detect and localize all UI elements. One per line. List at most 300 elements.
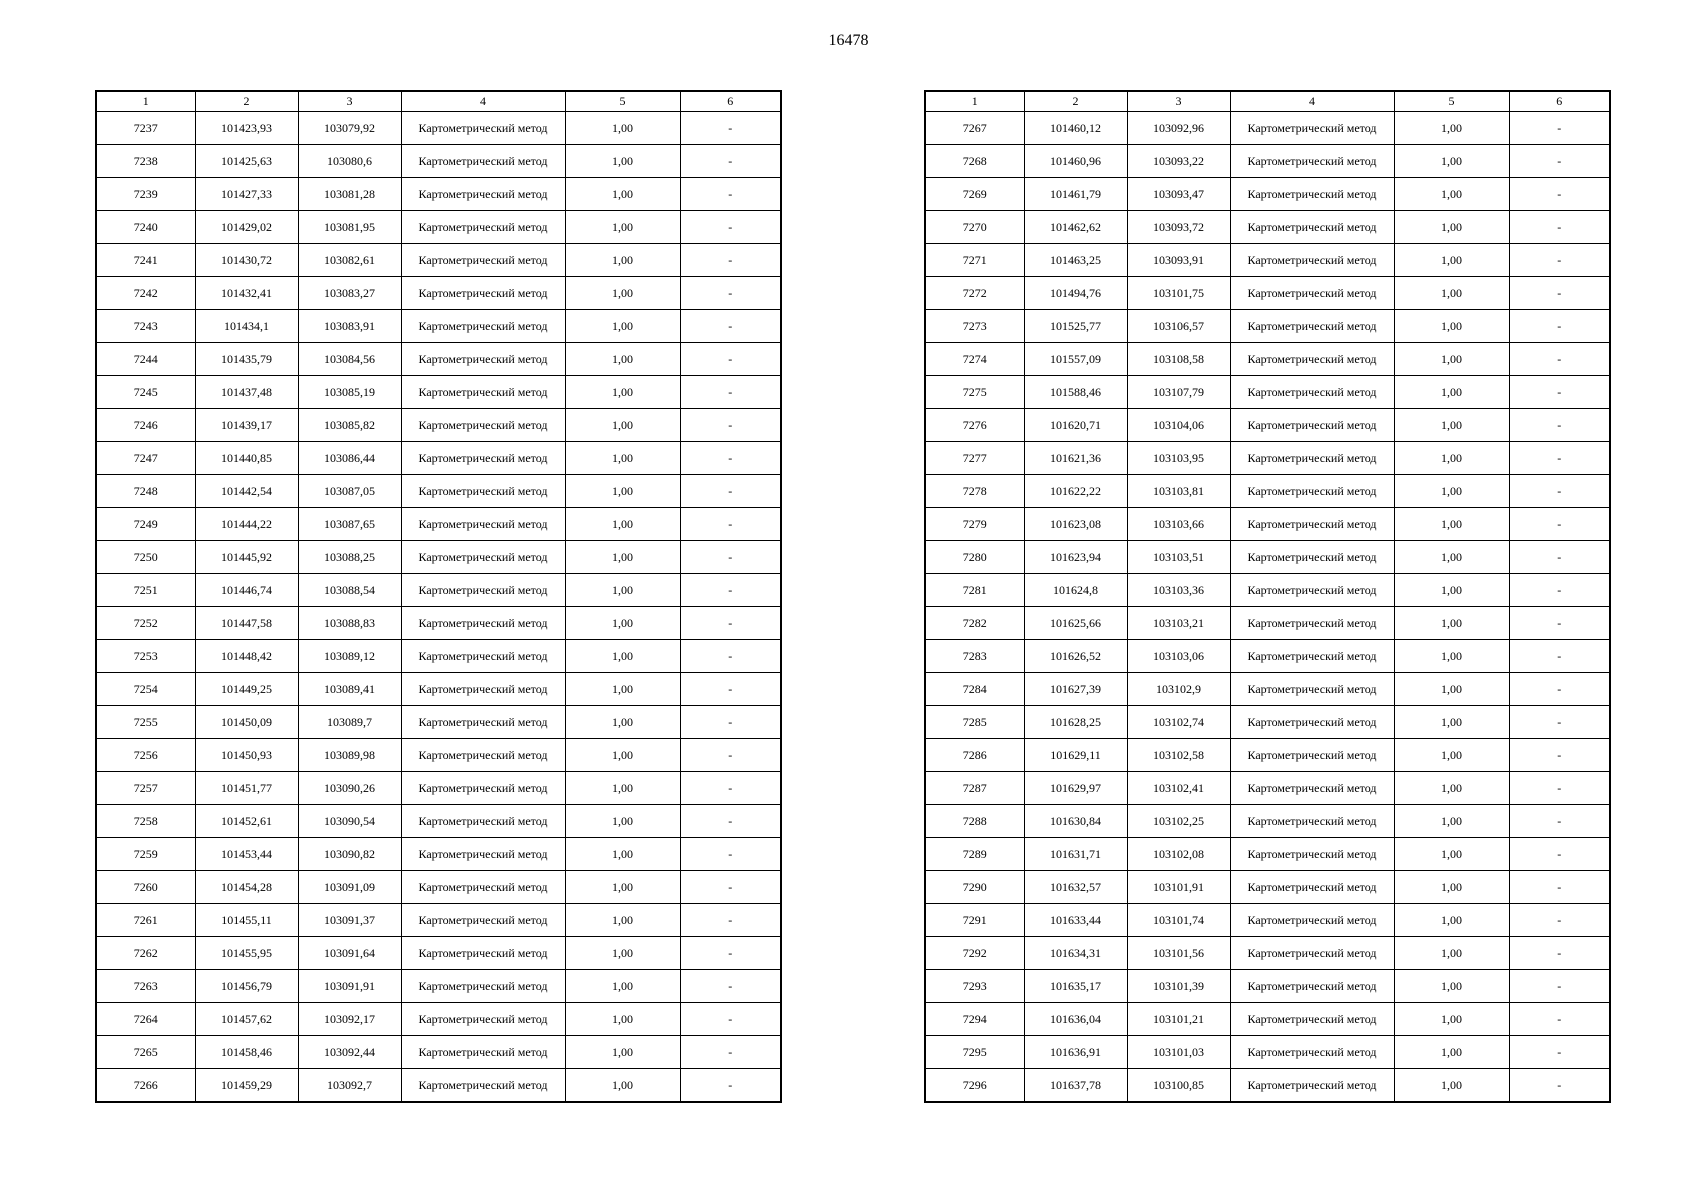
point-number-cell: 7272	[925, 277, 1024, 310]
table-row	[925, 838, 1610, 871]
y-coordinate-cell: 103079,92	[298, 112, 401, 145]
x-coordinate-cell: 101627,39	[1024, 673, 1127, 706]
y-coordinate-cell: 103093,91	[1127, 244, 1230, 277]
description-cell: -	[1509, 739, 1610, 772]
method-cell: Картометрический метод	[401, 178, 565, 211]
y-coordinate-cell: 103093,22	[1127, 145, 1230, 178]
description-cell: -	[680, 310, 781, 343]
method-cell: Картометрический метод	[401, 838, 565, 871]
accuracy-cell: 1,00	[1394, 343, 1509, 376]
point-number-cell: 7295	[925, 1036, 1024, 1069]
y-coordinate-cell: 103085,19	[298, 376, 401, 409]
method-cell: Картометрический метод	[1230, 1003, 1394, 1036]
point-number-cell: 7290	[925, 871, 1024, 904]
method-cell: Картометрический метод	[1230, 409, 1394, 442]
table-row	[96, 244, 781, 277]
table-row	[96, 145, 781, 178]
accuracy-cell: 1,00	[1394, 1036, 1509, 1069]
table-row	[96, 838, 781, 871]
y-coordinate-cell: 103102,58	[1127, 739, 1230, 772]
page-number: 16478	[828, 32, 869, 49]
point-number-cell: 7241	[96, 244, 195, 277]
y-coordinate-cell: 103106,57	[1127, 310, 1230, 343]
accuracy-cell: 1,00	[565, 244, 680, 277]
accuracy-cell: 1,00	[1394, 541, 1509, 574]
accuracy-cell: 1,00	[1394, 706, 1509, 739]
y-coordinate-cell: 103102,9	[1127, 673, 1230, 706]
x-coordinate-cell: 101461,79	[1024, 178, 1127, 211]
description-cell: -	[680, 211, 781, 244]
method-cell: Картометрический метод	[1230, 640, 1394, 673]
x-coordinate-cell: 101622,22	[1024, 475, 1127, 508]
table-row	[925, 739, 1610, 772]
y-coordinate-cell: 103088,54	[298, 574, 401, 607]
x-coordinate-cell: 101636,04	[1024, 1003, 1127, 1036]
accuracy-cell: 1,00	[1394, 508, 1509, 541]
point-number-cell: 7277	[925, 442, 1024, 475]
method-cell: Картометрический метод	[401, 706, 565, 739]
point-number-cell: 7261	[96, 904, 195, 937]
accuracy-cell: 1,00	[1394, 475, 1509, 508]
description-cell: -	[1509, 1036, 1610, 1069]
point-number-cell: 7293	[925, 970, 1024, 1003]
point-number-cell: 7287	[925, 772, 1024, 805]
x-coordinate-cell: 101628,25	[1024, 706, 1127, 739]
method-cell: Картометрический метод	[401, 805, 565, 838]
x-coordinate-cell: 101557,09	[1024, 343, 1127, 376]
method-cell: Картометрический метод	[401, 112, 565, 145]
point-number-cell: 7274	[925, 343, 1024, 376]
point-number-cell: 7264	[96, 1003, 195, 1036]
method-cell: Картометрический метод	[401, 376, 565, 409]
table-row	[96, 211, 781, 244]
point-number-cell: 7285	[925, 706, 1024, 739]
accuracy-cell: 1,00	[1394, 673, 1509, 706]
accuracy-cell: 1,00	[1394, 838, 1509, 871]
accuracy-cell: 1,00	[1394, 772, 1509, 805]
method-cell: Картометрический метод	[1230, 442, 1394, 475]
y-coordinate-cell: 103103,66	[1127, 508, 1230, 541]
y-coordinate-cell: 103089,98	[298, 739, 401, 772]
column-header: 6	[680, 91, 781, 112]
method-cell: Картометрический метод	[1230, 277, 1394, 310]
x-coordinate-cell: 101457,62	[195, 1003, 298, 1036]
x-coordinate-cell: 101439,17	[195, 409, 298, 442]
x-coordinate-cell: 101629,97	[1024, 772, 1127, 805]
description-cell: -	[680, 739, 781, 772]
accuracy-cell: 1,00	[565, 541, 680, 574]
table-row	[96, 475, 781, 508]
point-number-cell: 7291	[925, 904, 1024, 937]
accuracy-cell: 1,00	[1394, 376, 1509, 409]
point-number-cell: 7251	[96, 574, 195, 607]
description-cell: -	[680, 871, 781, 904]
y-coordinate-cell: 103080,6	[298, 145, 401, 178]
point-number-cell: 7249	[96, 508, 195, 541]
method-cell: Картометрический метод	[1230, 541, 1394, 574]
description-cell: -	[680, 508, 781, 541]
description-cell: -	[1509, 376, 1610, 409]
point-number-cell: 7281	[925, 574, 1024, 607]
table-row	[925, 673, 1610, 706]
accuracy-cell: 1,00	[565, 673, 680, 706]
point-number-cell: 7260	[96, 871, 195, 904]
x-coordinate-cell: 101620,71	[1024, 409, 1127, 442]
accuracy-cell: 1,00	[1394, 112, 1509, 145]
point-number-cell: 7247	[96, 442, 195, 475]
accuracy-cell: 1,00	[1394, 442, 1509, 475]
table-row	[96, 508, 781, 541]
accuracy-cell: 1,00	[565, 607, 680, 640]
y-coordinate-cell: 103104,06	[1127, 409, 1230, 442]
description-cell: -	[1509, 805, 1610, 838]
y-coordinate-cell: 103087,65	[298, 508, 401, 541]
method-cell: Картометрический метод	[401, 541, 565, 574]
description-cell: -	[1509, 706, 1610, 739]
accuracy-cell: 1,00	[1394, 739, 1509, 772]
point-number-cell: 7288	[925, 805, 1024, 838]
table-row	[925, 805, 1610, 838]
x-coordinate-cell: 101463,25	[1024, 244, 1127, 277]
method-cell: Картометрический метод	[1230, 739, 1394, 772]
table-row	[925, 607, 1610, 640]
method-cell: Картометрический метод	[1230, 772, 1394, 805]
point-number-cell: 7238	[96, 145, 195, 178]
table-row	[96, 1069, 781, 1103]
method-cell: Картометрический метод	[1230, 673, 1394, 706]
x-coordinate-cell: 101455,95	[195, 937, 298, 970]
accuracy-cell: 1,00	[1394, 244, 1509, 277]
column-header: 4	[1230, 91, 1394, 112]
table-row	[925, 409, 1610, 442]
y-coordinate-cell: 103102,74	[1127, 706, 1230, 739]
y-coordinate-cell: 103101,56	[1127, 937, 1230, 970]
method-cell: Картометрический метод	[1230, 343, 1394, 376]
y-coordinate-cell: 103088,25	[298, 541, 401, 574]
x-coordinate-cell: 101455,11	[195, 904, 298, 937]
accuracy-cell: 1,00	[1394, 1069, 1509, 1103]
y-coordinate-cell: 103101,74	[1127, 904, 1230, 937]
x-coordinate-cell: 101588,46	[1024, 376, 1127, 409]
y-coordinate-cell: 103103,51	[1127, 541, 1230, 574]
y-coordinate-cell: 103101,21	[1127, 1003, 1230, 1036]
x-coordinate-cell: 101448,42	[195, 640, 298, 673]
table-row	[96, 904, 781, 937]
x-coordinate-cell: 101423,93	[195, 112, 298, 145]
point-number-cell: 7265	[96, 1036, 195, 1069]
point-number-cell: 7292	[925, 937, 1024, 970]
y-coordinate-cell: 103091,91	[298, 970, 401, 1003]
accuracy-cell: 1,00	[565, 310, 680, 343]
y-coordinate-cell: 103090,82	[298, 838, 401, 871]
column-header: 1	[925, 91, 1024, 112]
accuracy-cell: 1,00	[1394, 409, 1509, 442]
point-number-cell: 7253	[96, 640, 195, 673]
accuracy-cell: 1,00	[1394, 145, 1509, 178]
description-cell: -	[680, 706, 781, 739]
accuracy-cell: 1,00	[565, 343, 680, 376]
accuracy-cell: 1,00	[565, 442, 680, 475]
description-cell: -	[680, 673, 781, 706]
description-cell: -	[680, 112, 781, 145]
table-row	[925, 376, 1610, 409]
x-coordinate-cell: 101451,77	[195, 772, 298, 805]
accuracy-cell: 1,00	[565, 937, 680, 970]
point-number-cell: 7240	[96, 211, 195, 244]
accuracy-cell: 1,00	[565, 706, 680, 739]
point-number-cell: 7248	[96, 475, 195, 508]
y-coordinate-cell: 103103,81	[1127, 475, 1230, 508]
description-cell: -	[1509, 112, 1610, 145]
table-header-row	[96, 91, 781, 112]
method-cell: Картометрический метод	[401, 673, 565, 706]
point-number-cell: 7255	[96, 706, 195, 739]
x-coordinate-cell: 101460,96	[1024, 145, 1127, 178]
y-coordinate-cell: 103089,7	[298, 706, 401, 739]
description-cell: -	[1509, 178, 1610, 211]
x-coordinate-cell: 101427,33	[195, 178, 298, 211]
point-number-cell: 7246	[96, 409, 195, 442]
table-row	[96, 112, 781, 145]
table-row	[925, 178, 1610, 211]
y-coordinate-cell: 103103,95	[1127, 442, 1230, 475]
description-cell: -	[680, 838, 781, 871]
x-coordinate-cell: 101637,78	[1024, 1069, 1127, 1103]
description-cell: -	[1509, 310, 1610, 343]
x-coordinate-cell: 101636,91	[1024, 1036, 1127, 1069]
x-coordinate-cell: 101629,11	[1024, 739, 1127, 772]
description-cell: -	[1509, 277, 1610, 310]
method-cell: Картометрический метод	[401, 508, 565, 541]
x-coordinate-cell: 101456,79	[195, 970, 298, 1003]
description-cell: -	[1509, 145, 1610, 178]
table-row	[96, 871, 781, 904]
point-number-cell: 7254	[96, 673, 195, 706]
accuracy-cell: 1,00	[1394, 178, 1509, 211]
description-cell: -	[1509, 772, 1610, 805]
point-number-cell: 7257	[96, 772, 195, 805]
method-cell: Картометрический метод	[401, 310, 565, 343]
point-number-cell: 7289	[925, 838, 1024, 871]
accuracy-cell: 1,00	[565, 112, 680, 145]
point-number-cell: 7262	[96, 937, 195, 970]
x-coordinate-cell: 101446,74	[195, 574, 298, 607]
x-coordinate-cell: 101447,58	[195, 607, 298, 640]
description-cell: -	[680, 277, 781, 310]
description-cell: -	[1509, 904, 1610, 937]
method-cell: Картометрический метод	[1230, 805, 1394, 838]
description-cell: -	[680, 937, 781, 970]
point-number-cell: 7275	[925, 376, 1024, 409]
table-row	[96, 1003, 781, 1036]
point-number-cell: 7259	[96, 838, 195, 871]
accuracy-cell: 1,00	[565, 1036, 680, 1069]
table-row	[925, 970, 1610, 1003]
x-coordinate-cell: 101459,29	[195, 1069, 298, 1103]
method-cell: Картометрический метод	[401, 607, 565, 640]
y-coordinate-cell: 103081,28	[298, 178, 401, 211]
accuracy-cell: 1,00	[565, 871, 680, 904]
description-cell: -	[680, 343, 781, 376]
column-header: 2	[195, 91, 298, 112]
table-header-row	[925, 91, 1610, 112]
column-header: 5	[1394, 91, 1509, 112]
x-coordinate-cell: 101624,8	[1024, 574, 1127, 607]
description-cell: -	[1509, 508, 1610, 541]
table-row	[96, 970, 781, 1003]
x-coordinate-cell: 101634,31	[1024, 937, 1127, 970]
accuracy-cell: 1,00	[1394, 277, 1509, 310]
x-coordinate-cell: 101450,93	[195, 739, 298, 772]
point-number-cell: 7243	[96, 310, 195, 343]
table-row	[925, 310, 1610, 343]
x-coordinate-cell: 101437,48	[195, 376, 298, 409]
y-coordinate-cell: 103101,03	[1127, 1036, 1230, 1069]
method-cell: Картометрический метод	[1230, 211, 1394, 244]
y-coordinate-cell: 103091,09	[298, 871, 401, 904]
description-cell: -	[1509, 970, 1610, 1003]
description-cell: -	[680, 1003, 781, 1036]
x-coordinate-cell: 101432,41	[195, 277, 298, 310]
x-coordinate-cell: 101454,28	[195, 871, 298, 904]
y-coordinate-cell: 103092,7	[298, 1069, 401, 1103]
point-number-cell: 7276	[925, 409, 1024, 442]
y-coordinate-cell: 103103,06	[1127, 640, 1230, 673]
table-row	[96, 673, 781, 706]
point-number-cell: 7279	[925, 508, 1024, 541]
point-number-cell: 7237	[96, 112, 195, 145]
x-coordinate-cell: 101425,63	[195, 145, 298, 178]
x-coordinate-cell: 101442,54	[195, 475, 298, 508]
method-cell: Картометрический метод	[1230, 970, 1394, 1003]
method-cell: Картометрический метод	[1230, 1036, 1394, 1069]
accuracy-cell: 1,00	[565, 1069, 680, 1103]
x-coordinate-cell: 101440,85	[195, 442, 298, 475]
description-cell: -	[1509, 409, 1610, 442]
x-coordinate-cell: 101494,76	[1024, 277, 1127, 310]
description-cell: -	[680, 574, 781, 607]
table-row	[925, 211, 1610, 244]
method-cell: Картометрический метод	[1230, 838, 1394, 871]
method-cell: Картометрический метод	[1230, 904, 1394, 937]
point-number-cell: 7256	[96, 739, 195, 772]
y-coordinate-cell: 103101,39	[1127, 970, 1230, 1003]
method-cell: Картометрический метод	[401, 937, 565, 970]
method-cell: Картометрический метод	[1230, 376, 1394, 409]
y-coordinate-cell: 103091,37	[298, 904, 401, 937]
method-cell: Картометрический метод	[1230, 937, 1394, 970]
description-cell: -	[680, 970, 781, 1003]
point-number-cell: 7282	[925, 607, 1024, 640]
column-header: 6	[1509, 91, 1610, 112]
description-cell: -	[1509, 1003, 1610, 1036]
point-number-cell: 7252	[96, 607, 195, 640]
method-cell: Картометрический метод	[401, 475, 565, 508]
accuracy-cell: 1,00	[565, 574, 680, 607]
method-cell: Картометрический метод	[1230, 475, 1394, 508]
accuracy-cell: 1,00	[1394, 574, 1509, 607]
y-coordinate-cell: 103084,56	[298, 343, 401, 376]
x-coordinate-cell: 101450,09	[195, 706, 298, 739]
method-cell: Картометрический метод	[1230, 574, 1394, 607]
method-cell: Картометрический метод	[401, 1069, 565, 1103]
description-cell: -	[680, 772, 781, 805]
description-cell: -	[680, 607, 781, 640]
point-number-cell: 7263	[96, 970, 195, 1003]
table-row	[96, 574, 781, 607]
table-row	[925, 1003, 1610, 1036]
x-coordinate-cell: 101458,46	[195, 1036, 298, 1069]
table-row	[96, 541, 781, 574]
accuracy-cell: 1,00	[1394, 1003, 1509, 1036]
x-coordinate-cell: 101452,61	[195, 805, 298, 838]
description-cell: -	[1509, 640, 1610, 673]
table-row	[96, 277, 781, 310]
table-row	[925, 772, 1610, 805]
method-cell: Картометрический метод	[1230, 871, 1394, 904]
method-cell: Картометрический метод	[401, 640, 565, 673]
table-row	[925, 706, 1610, 739]
table-row	[96, 343, 781, 376]
point-number-cell: 7273	[925, 310, 1024, 343]
method-cell: Картометрический метод	[401, 904, 565, 937]
point-number-cell: 7242	[96, 277, 195, 310]
table-row	[925, 475, 1610, 508]
x-coordinate-cell: 101631,71	[1024, 838, 1127, 871]
method-cell: Картометрический метод	[401, 772, 565, 805]
description-cell: -	[1509, 541, 1610, 574]
x-coordinate-cell: 101630,84	[1024, 805, 1127, 838]
accuracy-cell: 1,00	[565, 376, 680, 409]
point-number-cell: 7267	[925, 112, 1024, 145]
description-cell: -	[1509, 673, 1610, 706]
description-cell: -	[680, 640, 781, 673]
y-coordinate-cell: 103101,75	[1127, 277, 1230, 310]
x-coordinate-cell: 101623,08	[1024, 508, 1127, 541]
description-cell: -	[680, 244, 781, 277]
method-cell: Картометрический метод	[1230, 310, 1394, 343]
method-cell: Картометрический метод	[401, 211, 565, 244]
accuracy-cell: 1,00	[1394, 904, 1509, 937]
y-coordinate-cell: 103102,41	[1127, 772, 1230, 805]
accuracy-cell: 1,00	[565, 508, 680, 541]
y-coordinate-cell: 103101,91	[1127, 871, 1230, 904]
coordinates-table-right	[924, 90, 1611, 1103]
point-number-cell: 7270	[925, 211, 1024, 244]
accuracy-cell: 1,00	[1394, 607, 1509, 640]
description-cell: -	[680, 805, 781, 838]
method-cell: Картометрический метод	[401, 871, 565, 904]
x-coordinate-cell: 101626,52	[1024, 640, 1127, 673]
coordinates-table-left	[95, 90, 782, 1103]
description-cell: -	[680, 1069, 781, 1103]
y-coordinate-cell: 103088,83	[298, 607, 401, 640]
description-cell: -	[1509, 574, 1610, 607]
y-coordinate-cell: 103081,95	[298, 211, 401, 244]
y-coordinate-cell: 103102,25	[1127, 805, 1230, 838]
y-coordinate-cell: 103089,41	[298, 673, 401, 706]
table-row	[925, 343, 1610, 376]
accuracy-cell: 1,00	[1394, 310, 1509, 343]
accuracy-cell: 1,00	[1394, 640, 1509, 673]
x-coordinate-cell: 101525,77	[1024, 310, 1127, 343]
table-row	[96, 937, 781, 970]
y-coordinate-cell: 103103,36	[1127, 574, 1230, 607]
point-number-cell: 7271	[925, 244, 1024, 277]
table-row	[925, 277, 1610, 310]
method-cell: Картометрический метод	[401, 739, 565, 772]
method-cell: Картометрический метод	[401, 1003, 565, 1036]
